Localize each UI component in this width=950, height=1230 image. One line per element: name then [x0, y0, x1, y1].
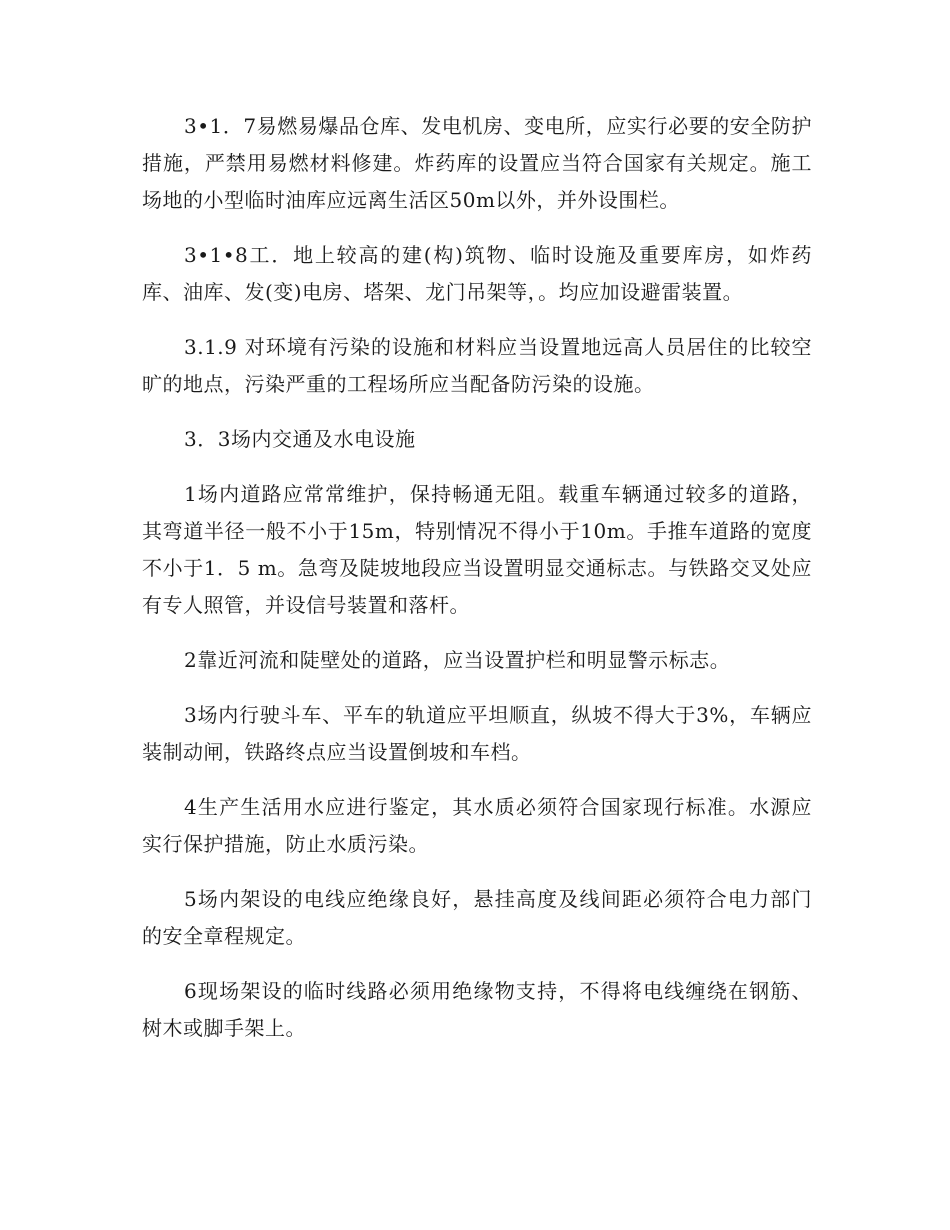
paragraph-item-2: 2靠近河流和陡壁处的道路，应当设置护栏和明显警示标志。	[184, 648, 731, 672]
paragraph-3-1-8: 3•1•8工．地上较高的建(构)筑物、临时设施及重要库房，如炸药库、油库、发(变)电房、塔架、龙门吊架等，。均应加设避雷装置。	[142, 243, 812, 304]
paragraph-3-1-7: 3•1．7易燃易爆品仓库、发电机房、变电所，应实行必要的安全防护措施，严禁用易燃材料修建。炸药库的设置应当符合国家有关规定。施工场地的小型临时油库应远离生活区50m以外，并外设围栏。	[142, 114, 812, 212]
paragraph-item-5: 5场内架设的电线应绝缘良好，悬挂高度及线间距必须符合电力部门的安全章程规定。	[142, 887, 812, 948]
paragraph-3-1-9: 3.1.9 对环境有污染的设施和材料应当设置地远高人员居住的比较空旷的地点，污染严重的工程场所应当配备防污染的设施。	[142, 335, 812, 396]
document-body	[142, 108, 812, 1065]
paragraph-item-6: 6现场架设的临时线路必须用绝缘物支持，不得将电线缠绕在钢筋、树木或脚手架上。	[142, 979, 812, 1040]
section-heading-3-3: 3．3场内交通及水电设施	[184, 427, 416, 451]
paragraph-item-3: 3场内行驶斗车、平车的轨道应平坦顺直，纵坡不得大于3%，车辆应装制动闸，铁路终点应当设置倒坡和车档。	[142, 703, 812, 764]
paragraph-item-4: 4生产生活用水应进行鉴定，其水质必须符合国家现行标准。水源应实行保护措施，防止水质污染。	[142, 795, 812, 856]
paragraph-item-1: 1场内道路应常常维护，保持畅通无阻。载重车辆通过较多的道路，其弯道半径一般不小于15m，特别情况不得小于10m。手推车道路的宽度不小于1．5 m。急弯及陡坡地段应当设置明显交通标志。与铁路交叉处应有专人照管，并设信号装置和落杆。	[142, 482, 812, 617]
